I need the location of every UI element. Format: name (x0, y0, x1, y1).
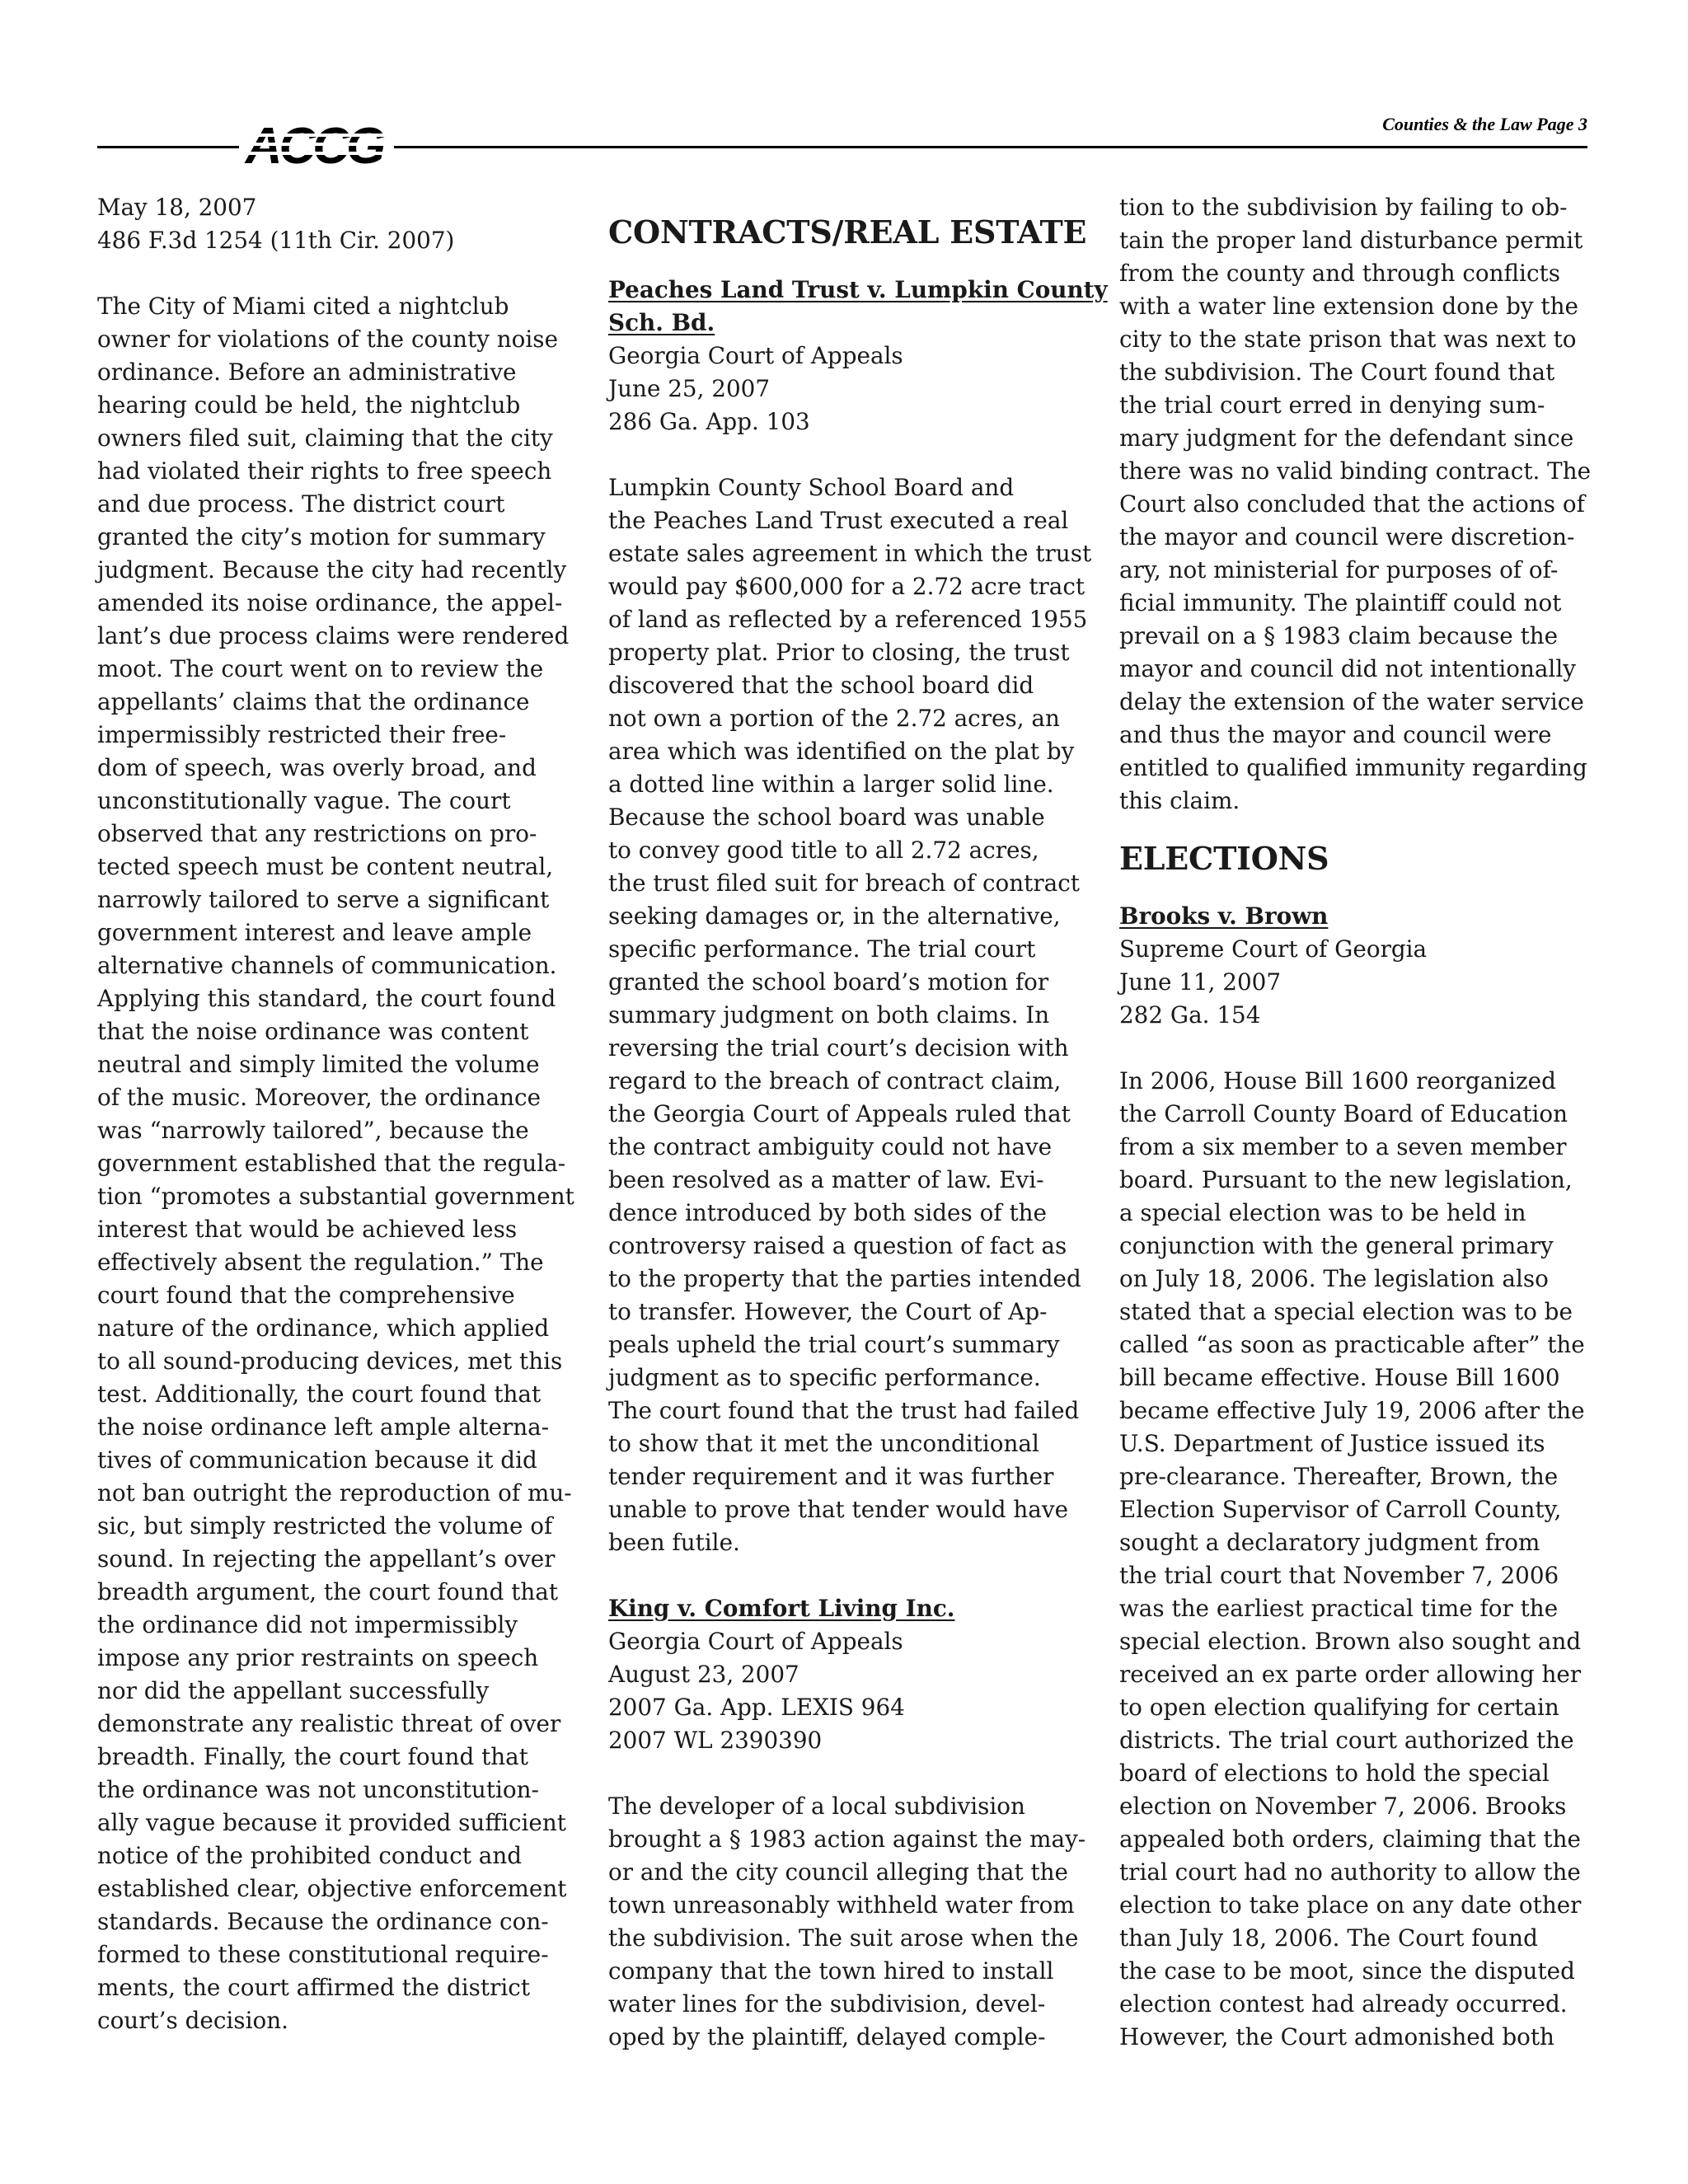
text-line: to all sound-producing devices, met this (97, 1347, 563, 1375)
text-line: reversing the trial court’s decision with (608, 1034, 1069, 1062)
text-line: to convey good title to all 2.72 acres, (608, 837, 1039, 864)
text-line: effectively absent the regulation.” The (97, 1249, 544, 1276)
text-line: stated that a special election was to be (1119, 1298, 1573, 1325)
text-line: tected speech must be content neutral, (97, 853, 554, 880)
text-line: May 18, 2007 (97, 194, 257, 221)
case-citation (608, 1625, 1074, 1757)
text-line: entitled to qualified immunity regarding (1119, 754, 1587, 781)
text-line: mayor and council did not intentionally (1119, 655, 1576, 682)
text-line: The developer of a local subdivision (608, 1793, 1025, 1820)
text-line: company that the town hired to install (608, 1957, 1054, 1985)
text-line: tion to the subdivision by failing to ob- (1119, 194, 1568, 221)
text-line: ments, the court affirmed the district (97, 1974, 531, 2001)
text-line: nature of the ordinance, which applied (97, 1315, 550, 1342)
text-line: In 2006, House Bill 1600 reorganized (1119, 1067, 1556, 1094)
case-title-line: Brooks v. Brown (1119, 902, 1329, 930)
text-line: Court also concluded that the actions of (1119, 490, 1585, 518)
text-line: breadth. Finally, the court found that (97, 1743, 528, 1770)
case-citation (608, 340, 1074, 438)
text-line: the trust filed suit for breach of contract (608, 869, 1080, 897)
text-line: a special election was to be held in (1119, 1199, 1526, 1226)
text-line: sought a declaratory judgment from (1119, 1529, 1540, 1556)
text-line: the contract ambiguity could not have (608, 1133, 1053, 1160)
case-title-line: Sch. Bd. (608, 309, 715, 336)
text-line: breadth argument, the court found that (97, 1578, 559, 1605)
text-line: Election Supervisor of Carroll County, (1119, 1496, 1562, 1523)
text-line: moot. The court went on to review the (97, 655, 544, 682)
spacer (608, 1559, 1074, 1592)
text-line: of the music. Moreover, the ordinance (97, 1084, 542, 1111)
text-line: a dotted line within a larger solid line. (608, 771, 1054, 798)
text-line: and due process. The district court (97, 490, 505, 518)
text-line: the Georgia Court of Appeals ruled that (608, 1100, 1071, 1127)
text-line: districts. The trial court authorized the (1119, 1727, 1574, 1754)
text-line: election to take place on any date other (1119, 1891, 1582, 1919)
text-line: Lumpkin County School Board and (608, 474, 1015, 501)
text-line: court’s decision. (97, 2007, 288, 2034)
text-line: the subdivision. The Court found that (1119, 359, 1555, 386)
text-line: 2007 WL 2390390 (608, 1727, 823, 1754)
text-line: this claim. (1119, 787, 1240, 814)
text-line: election contest had already occurred. (1119, 1990, 1568, 2018)
text-line: interest that would be achieved less (97, 1216, 518, 1243)
text-line: prevail on a § 1983 claim because the (1119, 622, 1559, 649)
text-line: received an ex parte order allowing her (1119, 1661, 1582, 1688)
text-line: Supreme Court of Georgia (1119, 935, 1428, 963)
text-line: tain the proper land disturbance permit (1119, 227, 1583, 254)
text-line: of land as reflected by a referenced 1955 (608, 606, 1088, 633)
text-line: dom of speech, was overly broad, and (97, 754, 537, 781)
text-line: specific performance. The trial court (608, 935, 1036, 963)
text-line: dence introduced by both sides of the (608, 1199, 1047, 1226)
text-line: hearing could be held, the nightclub (97, 391, 521, 419)
paragraph (1119, 1065, 1585, 2054)
text-line: summary judgment on both claims. In (608, 1001, 1050, 1029)
text-line: city to the state prison that was next to (1119, 326, 1577, 353)
text-line: there was no valid binding contract. The (1119, 457, 1592, 485)
text-line: to open election qualifying for certain (1119, 1694, 1559, 1721)
text-line: became effective July 19, 2006 after the (1119, 1397, 1585, 1424)
text-line: formed to these constitutional require- (97, 1941, 549, 1968)
text-line: Because the school board was unable (608, 804, 1045, 831)
text-line: the trial court that November 7, 2006 (1119, 1562, 1559, 1589)
text-line: neutral and simply limited the volume (97, 1051, 540, 1078)
text-line: seeking damages or, in the alternative, (608, 902, 1061, 930)
text-line: to show that it met the unconditional (608, 1430, 1039, 1457)
text-line: established clear, objective enforcement (97, 1875, 567, 1902)
text-line: The City of Miami cited a nightclub (97, 293, 509, 320)
text-line: tender requirement and it was further (608, 1463, 1054, 1490)
paragraph (608, 471, 1092, 1559)
text-line: tives of communication because it did (97, 1446, 537, 1474)
text-line: impermissibly restricted their free- (97, 721, 507, 748)
text-line: alternative channels of communication. (97, 952, 557, 979)
case-title-line: Peaches Land Trust v. Lumpkin County (608, 276, 1108, 303)
column-3 (1119, 191, 1592, 2054)
accg-logo (236, 120, 392, 170)
case-citation (1119, 933, 1585, 1032)
text-line: amended its noise ordinance, the appel- (97, 589, 563, 616)
text-line: was the earliest practical time for the (1119, 1595, 1559, 1622)
text-line: judgment. Because the city had recently (97, 556, 567, 583)
spacer (608, 438, 1074, 471)
text-line: had violated their rights to free speech (97, 457, 552, 485)
text-line: test. Additionally, the court found that (97, 1380, 542, 1408)
text-line: that the noise ordinance was content (97, 1018, 529, 1045)
text-line: The court found that the trust had failed (608, 1397, 1080, 1424)
text-line: government established that the regula- (97, 1150, 566, 1177)
spacer (608, 257, 1074, 274)
section-heading: ELECTIONS (1119, 840, 1329, 877)
paragraph (97, 290, 574, 2037)
text-line: election on November 7, 2006. Brooks (1119, 1793, 1567, 1820)
case-citation (97, 191, 563, 257)
text-line: board. Pursuant to the new legislation, (1119, 1166, 1573, 1193)
case-title (608, 1592, 1074, 1625)
paragraph (1119, 191, 1592, 818)
text-line: to the property that the parties intended (608, 1265, 1081, 1292)
text-line: Applying this standard, the court found (97, 985, 556, 1012)
text-line: on July 18, 2006. The legislation also (1119, 1265, 1549, 1292)
column-2 (608, 191, 1108, 2054)
text-line: the subdivision. The suit arose when the (608, 1924, 1079, 1952)
text-line: the case to be moot, since the disputed (1119, 1957, 1575, 1985)
text-line: town unreasonably withheld water from (608, 1891, 1075, 1919)
text-line: to transfer. However, the Court of Ap- (608, 1298, 1048, 1325)
spacer (97, 257, 563, 290)
text-line: U.S. Department of Justice issued its (1119, 1430, 1545, 1457)
text-line: impose any prior restraints on speech (97, 1644, 539, 1671)
text-line: or and the city council alleging that the (608, 1858, 1068, 1886)
text-line: with a water line extension done by the (1119, 293, 1578, 320)
text-line: June 11, 2007 (1119, 968, 1282, 996)
text-line: ary, not ministerial for purposes of of- (1119, 556, 1559, 583)
spacer (608, 191, 1074, 208)
text-line: property plat. Prior to closing, the trust (608, 639, 1070, 666)
text-line: ficial immunity. The plaintiff could not (1119, 589, 1562, 616)
text-line: narrowly tailored to serve a significant (97, 886, 550, 913)
text-line: owners filed suit, claiming that the city (97, 424, 553, 452)
text-line: 286 Ga. App. 103 (608, 408, 810, 435)
text-line: owner for violations of the county noise (97, 326, 559, 353)
text-line: trial court had no authority to allow the (1119, 1858, 1581, 1886)
text-line: lant’s due process claims were rendered (97, 622, 570, 649)
text-line: the mayor and council were discretion- (1119, 523, 1575, 551)
text-line: observed that any restrictions on pro- (97, 820, 537, 847)
text-line: granted the city’s motion for summary (97, 523, 546, 551)
text-line: sound. In rejecting the appellant’s over (97, 1545, 556, 1572)
text-line: not own a portion of the 2.72 acres, an (608, 705, 1060, 732)
text-line: oped by the plaintiff, delayed comple- (608, 2023, 1046, 2050)
text-line: the noise ordinance left ample alterna- (97, 1413, 550, 1441)
text-line: appellants’ claims that the ordinance (97, 688, 530, 715)
text-line: August 23, 2007 (608, 1661, 799, 1688)
text-line: unable to prove that tender would have (608, 1496, 1069, 1523)
text-line: controversy raised a question of fact as (608, 1232, 1067, 1259)
text-line: would pay $600,000 for a 2.72 acre tract (608, 573, 1085, 600)
text-line: 282 Ga. 154 (1119, 1001, 1261, 1029)
text-line: judgment as to specific performance. (608, 1364, 1041, 1391)
text-line: from a six member to a seven member (1119, 1133, 1567, 1160)
text-line: the trial court erred in denying sum- (1119, 391, 1545, 419)
text-line: pre-clearance. Thereafter, Brown, the (1119, 1463, 1559, 1490)
text-line: from the county and through conflicts (1119, 260, 1560, 287)
text-line: called “as soon as practicable after” the (1119, 1331, 1585, 1358)
text-line: demonstrate any realistic threat of over (97, 1710, 561, 1737)
text-line: water lines for the subdivision, devel- (608, 1990, 1046, 2018)
case-title (608, 274, 1108, 340)
spacer (1119, 883, 1585, 900)
text-line: and thus the mayor and council were (1119, 721, 1552, 748)
text-line: However, the Court admonished both (1119, 2023, 1554, 2050)
text-line: sic, but simply restricted the volume of (97, 1512, 553, 1540)
text-line: standards. Because the ordinance con- (97, 1908, 549, 1935)
text-line: court found that the comprehensive (97, 1282, 515, 1309)
text-line: government interest and leave ample (97, 919, 532, 946)
text-line: discovered that the school board did (608, 672, 1034, 699)
section-heading: CONTRACTS/REAL ESTATE (608, 213, 1087, 251)
text-line: not ban outright the reproduction of mu- (97, 1479, 572, 1507)
text-line: June 25, 2007 (608, 375, 771, 402)
text-line: ally vague because it provided sufficient (97, 1809, 566, 1836)
header-rule-right (394, 146, 1587, 148)
text-line: the Peaches Land Trust executed a real (608, 507, 1069, 534)
text-line: granted the school board’s motion for (608, 968, 1049, 996)
text-line: estate sales agreement in which the trust (608, 540, 1092, 567)
text-line: 2007 Ga. App. LEXIS 964 (608, 1694, 905, 1721)
case-title (1119, 900, 1585, 933)
spacer (608, 1757, 1074, 1790)
spacer (1119, 818, 1585, 834)
column-1 (97, 191, 574, 2037)
text-line: conjunction with the general primary (1119, 1232, 1554, 1259)
spacer (1119, 1032, 1585, 1065)
text-line: regard to the breach of contract claim, (608, 1067, 1062, 1094)
text-line: 486 F.3d 1254 (11th Cir. 2007) (97, 227, 455, 254)
text-line: peals upheld the trial court’s summary (608, 1331, 1060, 1358)
text-line: unconstitutionally vague. The court (97, 787, 511, 814)
text-line: bill became effective. House Bill 1600 (1119, 1364, 1560, 1391)
text-line: brought a § 1983 action against the may- (608, 1825, 1086, 1853)
text-line: appealed both orders, claiming that the (1119, 1825, 1581, 1853)
text-line: was “narrowly tailored”, because the (97, 1117, 529, 1144)
text-line: the ordinance did not impermissibly (97, 1611, 518, 1638)
text-line: tion “promotes a substantial government (97, 1183, 574, 1210)
text-line: delay the extension of the water service (1119, 688, 1584, 715)
header-rule-left (97, 146, 239, 148)
text-line: notice of the prohibited conduct and (97, 1842, 523, 1869)
text-line: nor did the appellant successfully (97, 1677, 490, 1704)
text-line: been futile. (608, 1529, 740, 1556)
text-line: been resolved as a matter of law. Evi- (608, 1166, 1044, 1193)
text-line: than July 18, 2006. The Court found (1119, 1924, 1538, 1952)
running-head: Counties & the Law Page 3 (1382, 114, 1587, 134)
text-line: the ordinance was not unconstitution- (97, 1776, 539, 1803)
text-line: the Carroll County Board of Education (1119, 1100, 1568, 1127)
text-line: board of elections to hold the special (1119, 1760, 1550, 1787)
case-title-line: King v. Comfort Living Inc. (608, 1595, 955, 1622)
text-line: Georgia Court of Appeals (608, 1628, 903, 1655)
text-line: area which was identified on the plat by (608, 738, 1075, 765)
paragraph (608, 1790, 1086, 2054)
text-line: ordinance. Before an administrative (97, 359, 517, 386)
text-line: Georgia Court of Appeals (608, 342, 903, 369)
text-line: special election. Brown also sought and (1119, 1628, 1582, 1655)
text-line: mary judgment for the defendant since (1119, 424, 1574, 452)
